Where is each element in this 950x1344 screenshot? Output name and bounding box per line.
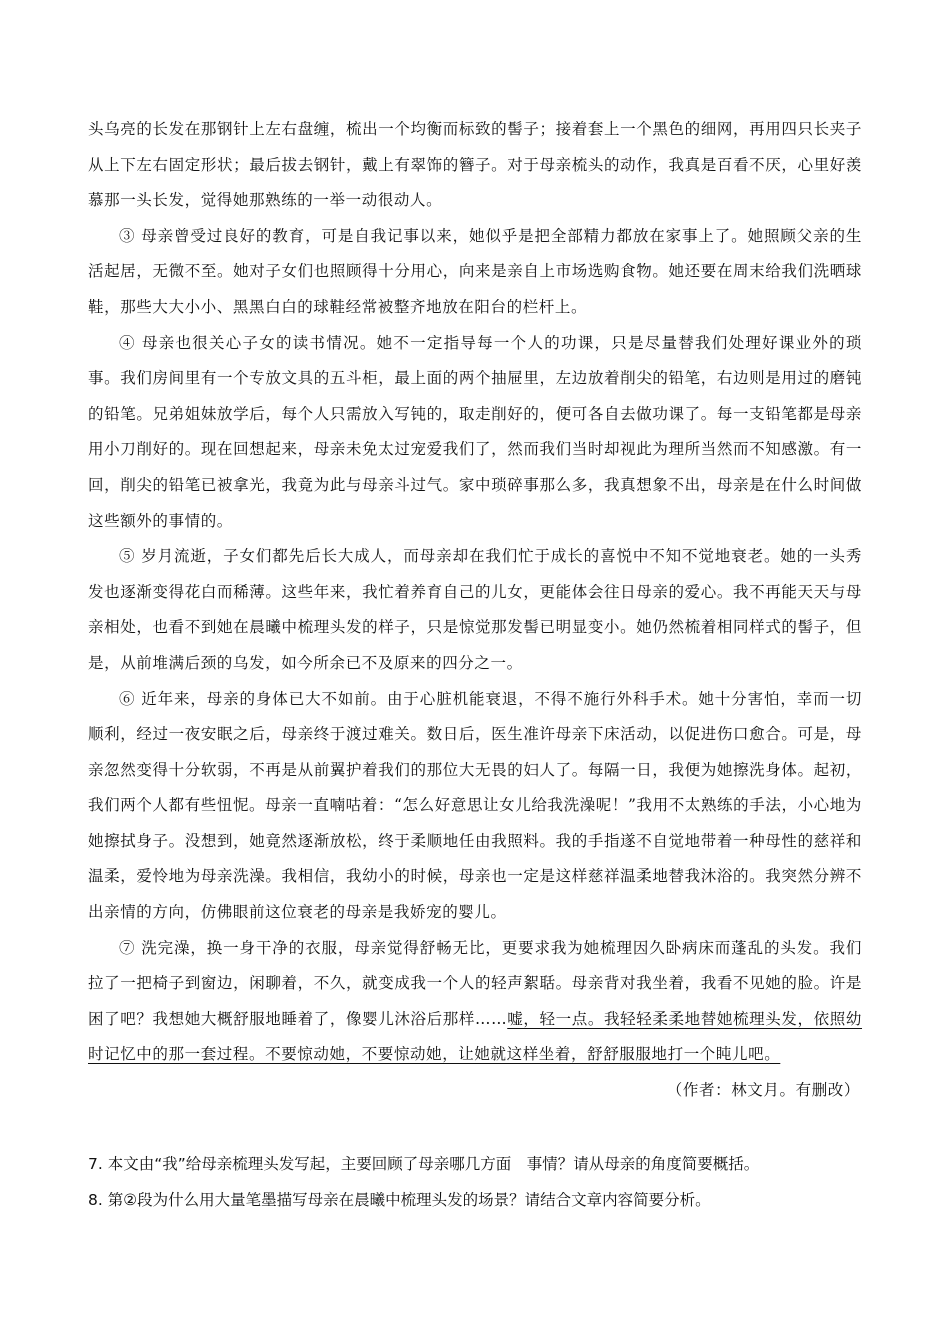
paragraph-3: ③ 母亲曾受过良好的教育，可是自我记事以来，她似乎是把全部精力都放在家事上了。她照顾父亲的生活起居，无微不至。她对子女们也照顾得十分用心，向来是亲自上市场选购食物。她还要在周末给我们洗晒球鞋，那些大大小小、黑黑白白的球鞋经常被整齐地放在阳台的栏杆上。 <box>88 226 862 316</box>
paragraph-7-underlined-text: 嘘，轻一点。我轻轻柔柔地替她梳理头发，依照幼时记忆中的那一套过程。不要惊动她，不要惊动她，让她就这样坐着，舒舒服服地打一个盹儿吧。 <box>88 1009 863 1064</box>
paragraph-4: ④ 母亲也很关心子女的读书情况。她不一定指导每一个人的功课，只是尽量替我们处理好课业外的琐事。我们房间里有一个专放文具的五斗柜，最上面的两个抽屉里，左边放着削尖的铅笔，右边则是用过的磨钝的铅笔。兄弟姐妹放学后，每个人只需放入写钝的，取走削好的，便可各自去做功课了。每一支铅笔都是母亲用小刀削好的。现在回想起来，母亲未免太过宠爱我们了，然而我们当时却视此为理所当然而不知感激。有一回，削尖的铅笔已被拿光，我竟为此与母亲斗过气。家中琐碎事那么多，我真想象不出，母亲是在什么时间做这些额外的事情的。 <box>88 333 862 530</box>
paragraph-7 <box>88 931 862 1073</box>
question-7: 7. 本文由“我”给母亲梳理头发写起，主要回顾了母亲哪几方面 事情？请从母亲的角度简要概括。 <box>88 1155 760 1173</box>
paragraph-6: ⑥ 近年来，母亲的身体已大不如前。由于心脏机能衰退，不得不施行外科手术。她十分害怕，幸而一切顺利，经过一夜安眠之后，母亲终于渡过难关。数日后，医生准许母亲下床活动，以促进伤口愈合。可是，母亲忽然变得十分软弱，不再是从前翼护着我们的那位大无畏的妇人了。每隔一日，我便为她擦洗身体。起初，我们两个人都有些忸怩。母亲一直喃咕着：“怎么好意思让女儿给我洗澡呢！”我用不太熟练的手法，小心地为她擦拭身子。没想到，她竟然逐渐放松，终于柔顺地任由我照料。我的手指遂不自觉地带着一种母性的慈祥和温柔，爱怜地为母亲洗澡。我相信，我幼小的时候，母亲也一定是这样慈祥温柔地替我沐浴的。我突然分辨不出亲情的方向，仿佛眼前这位衰老的母亲是我娇宠的婴儿。 <box>88 689 862 922</box>
paragraph-2-continued: 头乌亮的长发在那钢针上左右盘缠，梳出一个均衡而标致的髻子；接着套上一个黑色的细网，再用四只长夹子从上下左右固定形状；最后拔去钢针，戴上有翠饰的簪子。对于母亲梳头的动作，我真是百看不厌，心里好羡慕那一头长发，觉得她那熟练的一举一动很动人。 <box>88 120 862 210</box>
reading-passage <box>88 112 862 1109</box>
question-8: 8. 第②段为什么用大量笔墨描写母亲在晨曦中梳理头发的场景？请结合文章内容简要分析。 <box>88 1191 711 1209</box>
paragraph-5: ⑤ 岁月流逝，子女们都先后长大成人，而母亲却在我们忙于成长的喜悦中不知不觉地衰老。她的一头秀发也逐渐变得花白而稀薄。这些年来，我忙着养育自己的儿女，更能体会往日母亲的爱心。我不再能天天与母亲相处，也看不到她在晨曦中梳理头发的样子，只是惊觉那发髻已明显变小。她仍然梳着相同样式的髻子，但是，从前堆满后颈的乌发，如今所余已不及原来的四分之一。 <box>88 547 862 672</box>
question-list <box>88 1146 862 1218</box>
author-byline: （作者：林文月。有删改） <box>666 1081 860 1100</box>
paragraph-7-text: ⑦ 洗完澡，换一身干净的衣服，母亲觉得舒畅无比，更要求我为她梳理因久卧病床而蓬乱的头发。我们拉了一把椅子到窗边，闲聊着，不久，就变成我一个人的轻声絮聒。母亲背对我坐着，我看不见她的脸。许是困了吧？我想她大概舒服地睡着了，像婴儿沐浴后那样…… <box>88 938 862 1028</box>
